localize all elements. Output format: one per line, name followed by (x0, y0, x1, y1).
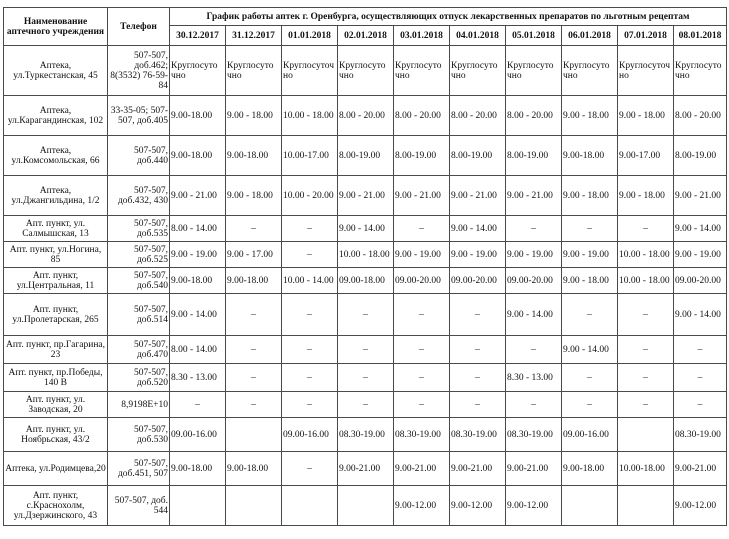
schedule-cell: Круглосуто чно (450, 46, 506, 96)
schedule-cell: 9.00-18.00 (562, 136, 618, 176)
schedule-cell: 9.00-12.00 (450, 486, 506, 526)
schedule-cell: 9.00 - 18.00 (618, 176, 674, 216)
schedule-cell: – (674, 336, 727, 364)
schedule-cell: 9.00 - 14.00 (562, 336, 618, 364)
pharmacy-name: Аптека, ул.Карагандинская, 102 (4, 96, 108, 136)
date-header-2: 31.12.2017 (226, 26, 282, 46)
schedule-cell: 8.30 - 13.00 (506, 364, 562, 392)
table-row (4, 392, 727, 418)
date-header-6: 04.01.2018 (450, 26, 506, 46)
schedule-cell: 9.00 - 14.00 (674, 216, 727, 242)
pharmacy-name: Апт. пункт, ул.Ногина, 85 (4, 242, 108, 268)
schedule-cell: 9.00 - 21.00 (674, 176, 727, 216)
date-header-1: 30.12.2017 (170, 26, 226, 46)
schedule-cell: – (338, 392, 394, 418)
schedule-cell: 9.00-18.00 (170, 96, 226, 136)
table-row (4, 216, 727, 242)
pharmacy-name: Аптека, ул.Родимцева,20 (4, 452, 108, 486)
schedule-cell: – (618, 336, 674, 364)
schedule-cell: 09.00-16.00 (282, 418, 338, 452)
table-row (4, 364, 727, 392)
schedule-cell: 9.00 - 18.00 (226, 176, 282, 216)
schedule-cell: – (282, 242, 338, 268)
schedule-cell: 8.00-19.00 (450, 136, 506, 176)
schedule-cell: 9.00-18.00 (226, 136, 282, 176)
table-row (4, 242, 727, 268)
schedule-cell: 08.30-19.00 (674, 418, 727, 452)
schedule-cell: 10.00-17.00 (282, 136, 338, 176)
schedule-cell (170, 486, 226, 526)
pharmacy-name: Апт. пункт, ул. Ноябрьская, 43/2 (4, 418, 108, 452)
schedule-cell: 8.30 - 13.00 (170, 364, 226, 392)
pharmacy-phone: 507-507, доб.520 (108, 364, 170, 392)
schedule-cell: 9.00 - 18.00 (562, 176, 618, 216)
schedule-cell: 10.00 - 18.00 (618, 268, 674, 294)
schedule-cell: – (282, 364, 338, 392)
schedule-cell: – (394, 294, 450, 336)
pharmacy-phone: 507-507, доб.525 (108, 242, 170, 268)
table-row (4, 176, 727, 216)
schedule-cell: 10.00-18.00 (618, 452, 674, 486)
schedule-cell: – (394, 336, 450, 364)
schedule-cell: – (506, 336, 562, 364)
schedule-cell (618, 486, 674, 526)
schedule-cell: 9.00 - 21.00 (170, 176, 226, 216)
schedule-cell: 08.30-19.00 (338, 418, 394, 452)
pharmacy-name: Апт. пункт, пр.Гагарина, 23 (4, 336, 108, 364)
schedule-cell: 9.00-21.00 (674, 452, 727, 486)
pharmacy-name: Апт. пункт, с.Краснохолм, ул.Дзержинского, 43 (4, 486, 108, 526)
schedule-cell: – (674, 364, 727, 392)
schedule-cell: 9.00 - 21.00 (450, 176, 506, 216)
table-row (4, 46, 727, 96)
pharmacy-phone: 507-507, доб.535 (108, 216, 170, 242)
schedule-cell: 9.00 - 17.00 (226, 242, 282, 268)
schedule-cell: 10.00 - 14.00 (282, 268, 338, 294)
schedule-cell: 8.00 - 20.00 (506, 96, 562, 136)
schedule-cell: 9.00-18.00 (226, 268, 282, 294)
schedule-cell: 9.00 - 18.00 (562, 268, 618, 294)
schedule-cell: 9.00-18.00 (170, 136, 226, 176)
schedule-cell: 9.00-21.00 (338, 452, 394, 486)
schedule-cell: – (618, 216, 674, 242)
schedule-cell: – (226, 392, 282, 418)
schedule-cell: 9.00-17.00 (618, 136, 674, 176)
schedule-cell: 9.00 - 19.00 (506, 242, 562, 268)
schedule-cell: 9.00 - 19.00 (170, 242, 226, 268)
schedule-cell: 9.00 - 14.00 (170, 294, 226, 336)
schedule-cell: 8.00 - 20.00 (338, 96, 394, 136)
date-header-5: 03.01.2018 (394, 26, 450, 46)
schedule-cell: – (618, 294, 674, 336)
pharmacy-phone: 507-507, доб.470 (108, 336, 170, 364)
schedule-cell: – (338, 336, 394, 364)
schedule-cell: – (394, 216, 450, 242)
schedule-cell: – (282, 294, 338, 336)
schedule-cell: Круглосуто чно (506, 46, 562, 96)
schedule-cell: 09.00-18.00 (338, 268, 394, 294)
schedule-cell: 08.30-19.00 (394, 418, 450, 452)
pharmacy-phone: 8,9198E+10 (108, 392, 170, 418)
schedule-cell: 10.00 - 18.00 (282, 96, 338, 136)
schedule-cell: – (394, 392, 450, 418)
pharmacy-name: Апт. пункт, ул. Заводская, 20 (4, 392, 108, 418)
schedule-cell: – (170, 392, 226, 418)
schedule-cell: 08.30-19.00 (506, 418, 562, 452)
schedule-cell: 9.00 - 19.00 (674, 242, 727, 268)
pharmacy-phone: 507-507, доб. 544 (108, 486, 170, 526)
pharmacy-schedule-table (3, 7, 727, 526)
schedule-cell: 9.00-21.00 (506, 452, 562, 486)
schedule-cell: – (282, 336, 338, 364)
table-row (4, 486, 727, 526)
schedule-cell: 9.00 - 19.00 (450, 242, 506, 268)
schedule-cell: 09.00-16.00 (562, 418, 618, 452)
col-phone-header: Телефон (108, 8, 170, 46)
table-row (4, 96, 727, 136)
schedule-cell: 9.00-12.00 (674, 486, 727, 526)
date-header-10: 08.01.2018 (674, 26, 727, 46)
schedule-cell: 09.00-20.00 (394, 268, 450, 294)
schedule-cell: 9.00-18.00 (562, 452, 618, 486)
schedule-cell: 8.00-19.00 (674, 136, 727, 176)
schedule-cell: 9.00 - 18.00 (562, 96, 618, 136)
pharmacy-phone: 507-507, доб.514 (108, 294, 170, 336)
schedule-cell: 8.00-19.00 (338, 136, 394, 176)
schedule-cell: 08.30-19.00 (450, 418, 506, 452)
pharmacy-phone: 507-507, доб.440 (108, 136, 170, 176)
schedule-cell: – (450, 294, 506, 336)
table-row (4, 418, 727, 452)
schedule-cell: 09.00-20.00 (506, 268, 562, 294)
schedule-cell: 9.00 - 18.00 (226, 96, 282, 136)
schedule-cell: 9.00 - 19.00 (394, 242, 450, 268)
pharmacy-name: Аптека, ул.Туркестанская, 45 (4, 46, 108, 96)
schedule-cell: – (674, 392, 727, 418)
schedule-cell: 9.00 - 21.00 (394, 176, 450, 216)
schedule-cell: 9.00-18.00 (226, 452, 282, 486)
date-header-8: 06.01.2018 (562, 26, 618, 46)
schedule-cell (226, 418, 282, 452)
schedule-cell: 8.00 - 14.00 (170, 336, 226, 364)
schedule-cell: 9.00 - 18.00 (618, 96, 674, 136)
schedule-cell: 9.00-12.00 (506, 486, 562, 526)
schedule-cell: – (450, 364, 506, 392)
schedule-cell: – (506, 216, 562, 242)
schedule-cell: 8.00 - 14.00 (170, 216, 226, 242)
date-header-4: 02.01.2018 (338, 26, 394, 46)
pharmacy-name: Апт. пункт, пр.Победы, 140 В (4, 364, 108, 392)
pharmacy-phone: 507-507, доб.432, 430 (108, 176, 170, 216)
schedule-cell: 9.00 - 14.00 (450, 216, 506, 242)
schedule-cell: 9.00 - 19.00 (562, 242, 618, 268)
table-row (4, 294, 727, 336)
schedule-cell: 09.00-16.00 (170, 418, 226, 452)
pharmacy-name: Апт. пункт, ул.Центральная, 11 (4, 268, 108, 294)
schedule-cell: Круглосуто чно (170, 46, 226, 96)
schedule-cell: Круглосуто чно (562, 46, 618, 96)
date-header-3: 01.01.2018 (282, 26, 338, 46)
pharmacy-phone: 507-507, доб.530 (108, 418, 170, 452)
schedule-cell (338, 486, 394, 526)
schedule-cell: – (450, 392, 506, 418)
schedule-cell: Круглосуто чно (674, 46, 727, 96)
date-header-7: 05.01.2018 (506, 26, 562, 46)
schedule-cell: – (282, 392, 338, 418)
schedule-cell: Круглосуто чно (338, 46, 394, 96)
col-name-header: Наименование аптечного учреждения (4, 8, 108, 46)
schedule-cell: 8.00-19.00 (394, 136, 450, 176)
schedule-cell: – (226, 336, 282, 364)
schedule-cell: – (282, 216, 338, 242)
schedule-cell: 8.00 - 20.00 (450, 96, 506, 136)
schedule-cell: – (618, 364, 674, 392)
table-row (4, 336, 727, 364)
schedule-cell: – (394, 364, 450, 392)
date-header-9: 07.01.2018 (618, 26, 674, 46)
schedule-cell: Круглосуто чно (226, 46, 282, 96)
schedule-cell: – (618, 392, 674, 418)
schedule-cell: – (562, 216, 618, 242)
schedule-cell: – (506, 392, 562, 418)
pharmacy-phone: 507-507, доб.462; 8(3532) 76-59-84 (108, 46, 170, 96)
schedule-title: График работы аптек г. Оренбурга, осуществляющих отпуск лекарственных препаратов по льготным рецептам (170, 8, 727, 26)
schedule-cell: 8.00-19.00 (506, 136, 562, 176)
schedule-cell: – (450, 336, 506, 364)
schedule-cell: 09.00-20.00 (450, 268, 506, 294)
pharmacy-name: Аптека, ул.Комсомольская, 66 (4, 136, 108, 176)
schedule-cell: – (282, 452, 338, 486)
schedule-cell: 9.00 - 21.00 (506, 176, 562, 216)
schedule-cell: 9.00 - 14.00 (674, 294, 727, 336)
schedule-cell: 09.00-20.00 (674, 268, 727, 294)
schedule-cell: 9.00 - 14.00 (338, 216, 394, 242)
schedule-cell: 9.00-18.00 (170, 452, 226, 486)
schedule-cell: – (226, 216, 282, 242)
schedule-cell: – (338, 364, 394, 392)
schedule-cell (562, 486, 618, 526)
pharmacy-name: Апт. пункт, ул. Салмышская, 13 (4, 216, 108, 242)
schedule-cell (618, 418, 674, 452)
schedule-cell: – (562, 364, 618, 392)
pharmacy-name: Апт. пункт, ул.Пролетарская, 265 (4, 294, 108, 336)
schedule-cell: Круглосуточ но (282, 46, 338, 96)
schedule-cell: 10.00 - 18.00 (338, 242, 394, 268)
pharmacy-phone: 33-35-05; 507-507, доб.405 (108, 96, 170, 136)
schedule-cell: 10.00 - 18.00 (618, 242, 674, 268)
table-row (4, 136, 727, 176)
schedule-cell: Круглосуто чно (394, 46, 450, 96)
schedule-cell: 9.00-12.00 (394, 486, 450, 526)
pharmacy-phone: 507-507, доб.451, 507 (108, 452, 170, 486)
schedule-cell (282, 486, 338, 526)
pharmacy-name: Аптека, ул.Джангильдина, 1/2 (4, 176, 108, 216)
schedule-cell: – (562, 392, 618, 418)
schedule-cell: 9.00-21.00 (394, 452, 450, 486)
schedule-cell (226, 486, 282, 526)
schedule-cell: 8.00 - 20.00 (394, 96, 450, 136)
schedule-cell: 9.00-18.00 (170, 268, 226, 294)
schedule-cell: 8.00 - 20.00 (674, 96, 727, 136)
schedule-cell: 10.00 - 20.00 (282, 176, 338, 216)
schedule-cell: – (226, 294, 282, 336)
schedule-cell: Круглосуточ но (618, 46, 674, 96)
table-row (4, 452, 727, 486)
schedule-cell: 9.00 - 21.00 (338, 176, 394, 216)
table-row (4, 268, 727, 294)
schedule-cell: 9.00-21.00 (450, 452, 506, 486)
schedule-cell: – (562, 294, 618, 336)
schedule-cell: – (226, 364, 282, 392)
schedule-cell: 9.00 - 14.00 (506, 294, 562, 336)
schedule-cell: – (338, 294, 394, 336)
pharmacy-phone: 507-507, доб.540 (108, 268, 170, 294)
